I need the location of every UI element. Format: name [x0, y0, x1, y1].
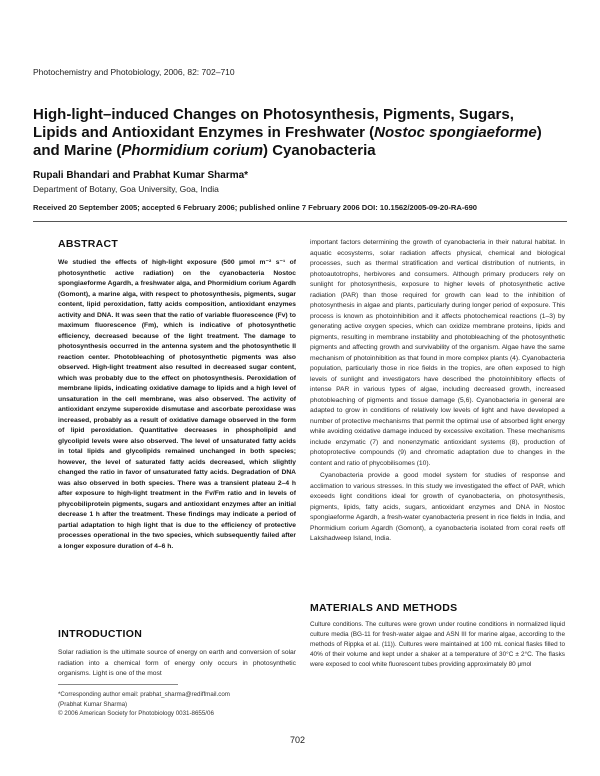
footnote-divider — [58, 684, 178, 685]
paper-title — [33, 106, 553, 160]
title-species-1: Nostoc spongiaeforme — [374, 124, 537, 141]
abstract-body: We studied the effects of high-light exposure (500 μmol m⁻² s⁻¹ of photosynthetic active radiation) on the cyanobacteria Nostoc spongiaeforme Agardh, a freshwater alga, and Phormidium corium Agardh (Gomont), a marine alga, with respect to photosynthesis, pigments, sugar content, lipid peroxidation, fatty acids composition, antioxidant enzymes activity and DNA. It was seen that the ratio of variable fluorescence (Fv) to maximum fluorescence (Fm), which is indicative of photosynthetic efficiency, decreased because of the light treatment. The damage to photosynthesis occurred in the antenna system and the photosynthetic II reaction center. Photobleaching of photosynthetic pigments was also observed. High-light treatment also resulted in decreased sugar content, which was probably due to the effect on photosynthesis. Peroxidation of membrane lipids, indicating oxidative damage to lipids and a high level of unsaturation in the cell membrane, was also observed. The activity of antioxidant enzyme superoxide dismutase and ascorbate peroxidase was increased, probably as a result of oxidative damage observed in the form of lipid peroxidation. Quantitative decreases in phospholipid and glycolipid levels were also observed. The level of unsaturated fatty acids in total lipids and glycolipids remained unchanged in both species; however, the level of saturated fatty acids decreased, which slightly changed the ratio in favor of unsaturated fatty acids. Degradation of DNA was also observed in both species. There was a transient plateau 2–4 h after exposure to high-light treatment in the Fv/Fm ratio and in levels of phycobiliprotein pigments, sugars and antioxidant enzymes after an initial decrease 1 h after the treatment. These findings may indicate a period of partial adaptation to high light that is due to the efficiency of protective processes operational in the two species, which subsequently failed after a longer exposure duration of 4–6 h. — [58, 259, 296, 550]
authors: Rupali Bhandari and Prabhat Kumar Sharma* — [33, 170, 249, 181]
title-species-2: Phormidium corium — [121, 142, 264, 159]
footnotes — [58, 690, 296, 719]
title-part-3: ) Cyanobacteria — [263, 142, 376, 159]
header-divider — [33, 221, 567, 222]
footnote-copyright: © 2006 American Society for Photobiology 0031-8655/06 — [58, 710, 214, 717]
received-dates: Received 20 September 2005; accepted 6 February 2006; published online 7 February 2006 DOI: 10.1562/2005-09-20-RA-690 — [33, 203, 478, 212]
footnote-author: (Prabhat Kumar Sharma) — [58, 700, 128, 708]
abstract-heading: ABSTRACT — [58, 238, 119, 250]
introduction-heading: INTRODUCTION — [58, 628, 143, 640]
intro-paragraph-1: important factors determining the growth of cyanobacteria in their natural habitat. In aquatic ecosystems, solar radiation affects physical, chemical and biological processes, such as thermal stratification and vertical distribution of nutrients, in photoautotrophs, herbivores and consumers. Although primary producers rely on sunlight for photosynthesis, exposure to higher levels of photosynthetic active radiation (PAR) than those required for growth can lead to the inhibition of photosynthesis in algae and plants, particularly during longer period of exposure. This process is known as photoinhibition and it affects photochemical reactions (1–3) by generating active oxygen species, which can oxidize membrane proteins, lipids and pigments, resulting in membrane instability and photobleaching of the photosynthetic pigments and affecting growth and survivability of the organism. Algae have the same mechanism of photoinhibition as that found in more complex plants (4). Cyanobacteria population, particularly those in rice fields in the tropics, are often exposed to high levels of sunlight and investigators have described the photoinhibitory effects of intense PAR in various types of algae, including decreased growth, increased photobleaching of pigments and tissue damage (5,6). Cyanobacteria in general are adapted to grow in conditions of relatively low levels of light and have developed a number of protective mechanisms that permit the optimal use of absorbed light energy while avoiding oxidative damage induced by excessive excitation. These mechanisms include enzymatic (7) and nonenzymatic antioxidant systems (8), production of photoprotective compounds (9) and chromatic adaptation due to changes in the content and ratio of phycobilisomes (10). — [310, 239, 565, 467]
methods-body: Culture conditions. The cultures were grown under routine conditions in normalized liquid culture media (BG-11 for fresh-water algae and ASN III for marine algae, according to the methods of Rippka et al. (11)). Cultures were maintained at 100 mL conical flasks filled to 40% of their volume and kept under a shaker at a temperature of 30°C ± 2°C. The flasks were exposed to cool white fluorescent tubes providing approximately 80 μmol — [310, 621, 565, 668]
page-number: 702 — [290, 735, 306, 745]
affiliation: Department of Botany, Goa University, Goa, India — [33, 184, 219, 194]
footnote-email: *Corresponding author email: prabhat_sharma@rediffmail.com — [58, 691, 230, 698]
title-part-2: ) and Marine ( — [33, 124, 542, 159]
journal-citation: Photochemistry and Photobiology, 2006, 82: 702–710 — [33, 67, 235, 77]
right-column — [310, 238, 565, 547]
intro-paragraph-2: Cyanobacteria provide a good model system for studies of response and acclimation to various stresses. In this study we investigated the effect of PAR, which exceeds light conditions ideal for growth of cyanobacteria, on photosynthesis, pigments, lipids, fatty acids, sugars, antioxidant enzymes and DNA in Nostoc spongiaeforme Agardh, a fresh-water cyanobacteria present in rice fields in India, and Phormidium corium Agardh (Gomont), a cyanobacteria isolated from coral reefs off Lakshadweep Island, India. — [310, 472, 565, 542]
methods-heading: MATERIALS AND METHODS — [310, 602, 458, 614]
title-part-1: High-light–induced Changes on Photosynthesis, Pigments, Sugars, Lipids and Antioxidant Enzymes in Freshwater ( — [33, 106, 514, 141]
introduction-body: Solar radiation is the ultimate source of energy on earth and conversion of solar radiation into a chemical form of energy only occurs in photosynthetic organisms. Light is one of the most — [58, 649, 296, 677]
